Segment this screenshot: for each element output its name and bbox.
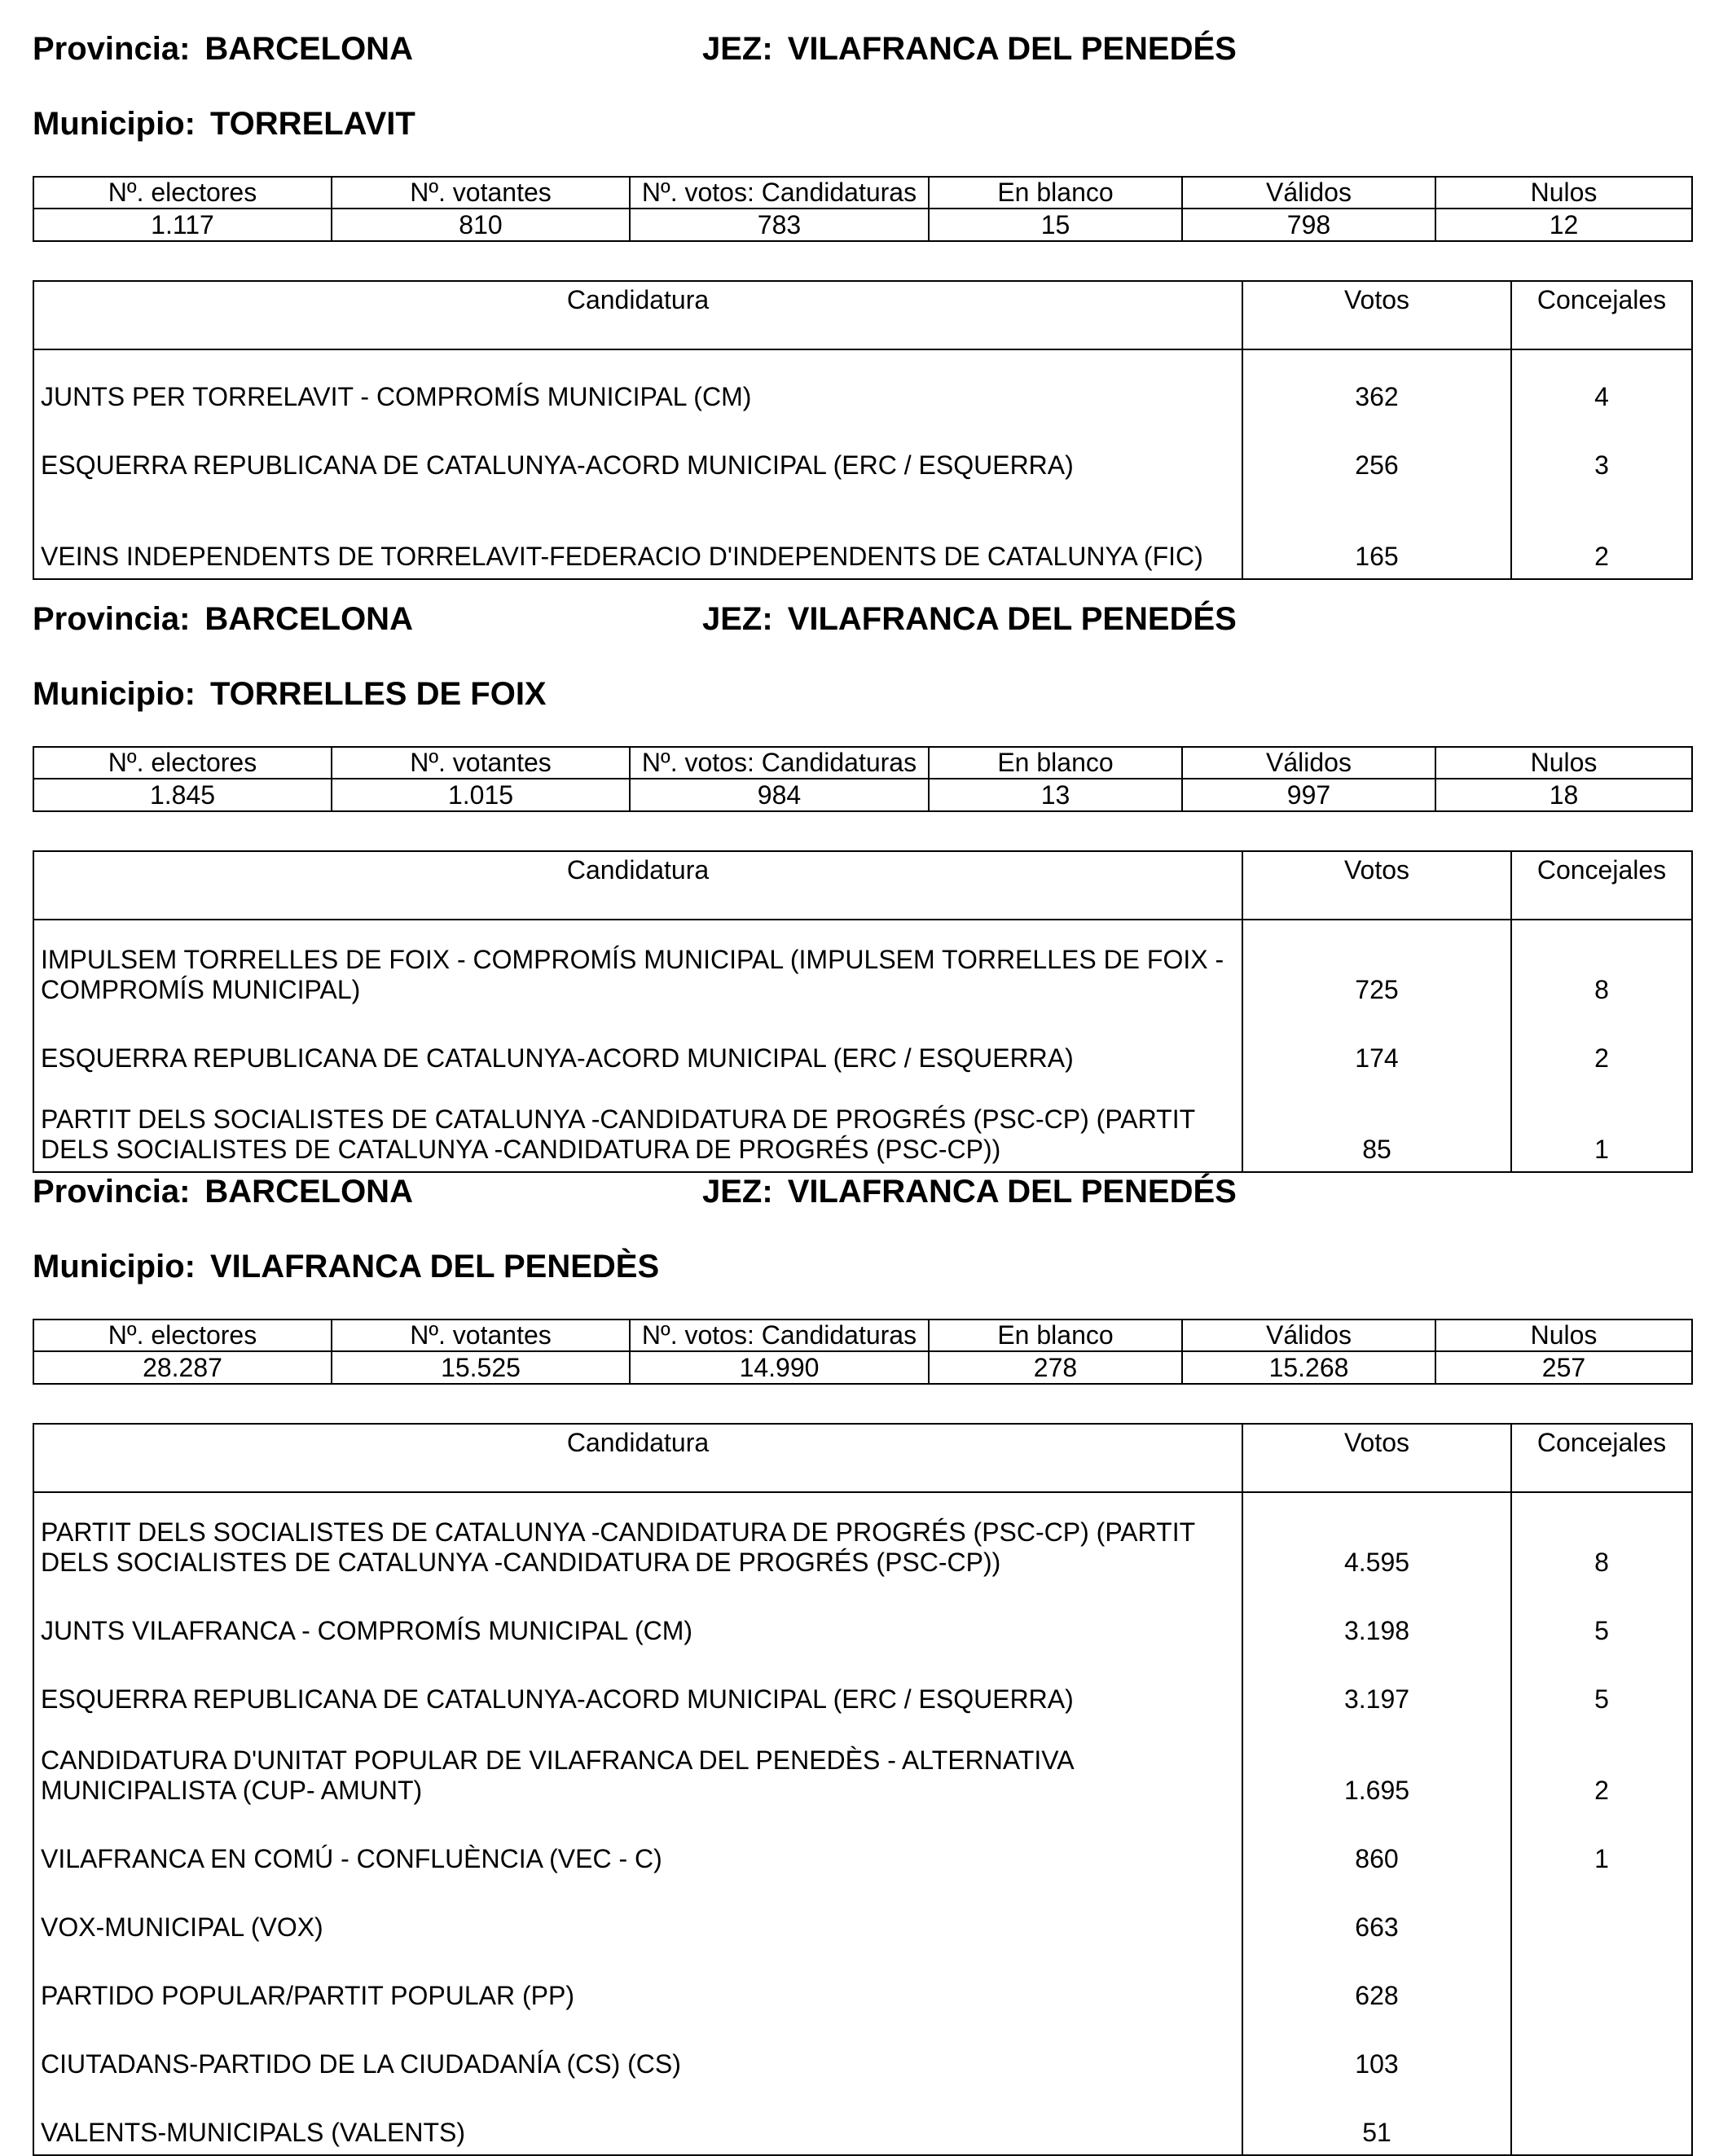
provincia-label: Provincia: [33,1174,191,1210]
candidatura-votos: 51 [1242,2086,1511,2155]
candidatura-votos: 85 [1242,1080,1511,1172]
candidaturas-header-cell: Votos [1242,1424,1511,1492]
stats-value-cell: 15 [929,209,1182,241]
municipio-heading [33,104,415,143]
candidaturas-header-cell: Candidatura [33,1424,1242,1492]
stats-values-row [33,779,1692,811]
jez-heading [702,29,1237,68]
candidatura-name: PARTIT DELS SOCIALISTES DE CATALUNYA -CANDIDATURA DE PROGRÉS (PSC-CP) (PARTIT DELS SOCIALISTES DE CATALUNYA -CANDIDATURA DE PROGRÉS (PSC-CP)) [33,1080,1242,1172]
candidatura-votos: 663 [1242,1881,1511,1949]
candidatura-name: PARTIT DELS SOCIALISTES DE CATALUNYA -CANDIDATURA DE PROGRÉS (PSC-CP) (PARTIT DELS SOCIALISTES DE CATALUNYA -CANDIDATURA DE PROGRÉS (PSC-CP)) [33,1492,1242,1584]
municipio-section [0,570,1732,1164]
candidatura-name: PARTIDO POPULAR/PARTIT POPULAR (PP) [33,1949,1242,2018]
provincia-value: BARCELONA [204,1174,413,1210]
candidatura-concejales: 1 [1511,1080,1692,1172]
candidatura-votos: 1.695 [1242,1721,1511,1812]
candidatura-concejales [1511,2086,1692,2155]
candidatura-concejales: 8 [1511,1492,1692,1584]
candidatura-name: VOX-MUNICIPAL (VOX) [33,1881,1242,1949]
jez-heading [702,1172,1237,1211]
jez-value: VILAFRANCA DEL PENEDÉS [787,601,1237,637]
candidatura-row [33,487,1692,579]
stats-value-cell: 1.117 [33,209,332,241]
stats-table [33,1319,1693,1385]
provincia-heading [33,29,413,68]
stats-values-row [33,1351,1692,1384]
stats-value-cell: 783 [630,209,929,241]
jez-label: JEZ: [702,1174,773,1210]
candidatura-name: JUNTS PER TORRELAVIT - COMPROMÍS MUNICIPAL (CM) [33,349,1242,419]
stats-header-cell: Nº. electores [33,177,332,209]
provincia-label: Provincia: [33,601,191,637]
stats-value-cell: 15.268 [1182,1351,1435,1384]
stats-header-cell: Nº. votos: Candidaturas [630,177,929,209]
candidaturas-table [33,280,1693,580]
candidatura-name: ESQUERRA REPUBLICANA DE CATALUNYA-ACORD MUNICIPAL (ERC / ESQUERRA) [33,1653,1242,1721]
provincia-heading [33,599,413,639]
candidatura-concejales: 5 [1511,1584,1692,1653]
candidaturas-header-row [33,1424,1692,1492]
municipio-heading [33,674,547,714]
candidatura-concejales: 2 [1511,1012,1692,1080]
jez-value: VILAFRANCA DEL PENEDÉS [787,31,1237,67]
candidaturas-header-row [33,851,1692,920]
municipio-label: Municipio: [33,1249,196,1284]
candidaturas-header-cell: Candidatura [33,281,1242,349]
municipio-value: TORRELLES DE FOIX [209,676,547,712]
stats-header-cell: Nulos [1435,177,1692,209]
stats-value-cell: 12 [1435,209,1692,241]
provincia-label: Provincia: [33,31,191,67]
candidatura-name: ESQUERRA REPUBLICANA DE CATALUNYA-ACORD MUNICIPAL (ERC / ESQUERRA) [33,419,1242,487]
stats-header-cell: En blanco [929,747,1182,779]
candidatura-row [33,2018,1692,2086]
candidatura-row [33,1492,1692,1584]
candidatura-votos: 256 [1242,419,1511,487]
stats-value-cell: 1.015 [332,779,630,811]
stats-header-row [33,177,1692,209]
stats-header-cell: Nº. votos: Candidaturas [630,747,929,779]
candidatura-concejales [1511,2018,1692,2086]
candidaturas-header-cell: Concejales [1511,281,1692,349]
candidatura-row [33,920,1692,1012]
candidatura-name: IMPULSEM TORRELLES DE FOIX - COMPROMÍS MUNICIPAL (IMPULSEM TORRELLES DE FOIX - COMPROMÍS MUNICIPAL) [33,920,1242,1012]
stats-header-cell: Nulos [1435,747,1692,779]
candidatura-name: VILAFRANCA EN COMÚ - CONFLUÈNCIA (VEC - C) [33,1812,1242,1881]
candidatura-votos: 3.198 [1242,1584,1511,1653]
candidatura-votos: 3.197 [1242,1653,1511,1721]
stats-value-cell: 810 [332,209,630,241]
stats-header-cell: En blanco [929,1320,1182,1351]
candidaturas-header-cell: Candidatura [33,851,1242,920]
stats-header-row [33,747,1692,779]
stats-header-cell: Nº. votos: Candidaturas [630,1320,929,1351]
candidaturas-table [33,850,1693,1173]
stats-header-cell: Válidos [1182,747,1435,779]
candidatura-row [33,2086,1692,2155]
stats-value-cell: 278 [929,1351,1182,1384]
stats-table [33,746,1693,812]
municipio-label: Municipio: [33,676,196,712]
candidatura-votos: 103 [1242,2018,1511,2086]
stats-header-cell: Nº. votantes [332,1320,630,1351]
stats-value-cell: 997 [1182,779,1435,811]
candidatura-row [33,349,1692,419]
candidatura-concejales: 1 [1511,1812,1692,1881]
candidatura-votos: 628 [1242,1949,1511,2018]
candidatura-concejales [1511,1949,1692,2018]
stats-header-cell: En blanco [929,177,1182,209]
candidatura-name: VEINS INDEPENDENTS DE TORRELAVIT-FEDERACIO D'INDEPENDENTS DE CATALUNYA (FIC) [33,487,1242,579]
candidatura-concejales: 3 [1511,419,1692,487]
candidatura-name: VALENTS-MUNICIPALS (VALENTS) [33,2086,1242,2155]
stats-value-cell: 15.525 [332,1351,630,1384]
candidatura-concejales: 2 [1511,1721,1692,1812]
stats-value-cell: 28.287 [33,1351,332,1384]
stats-header-cell: Válidos [1182,177,1435,209]
candidatura-concejales: 5 [1511,1653,1692,1721]
candidatura-row [33,1881,1692,1949]
candidaturas-table [33,1423,1693,2156]
candidatura-concejales [1511,1881,1692,1949]
stats-header-cell: Válidos [1182,1320,1435,1351]
stats-value-cell: 1.845 [33,779,332,811]
candidatura-name: ESQUERRA REPUBLICANA DE CATALUNYA-ACORD MUNICIPAL (ERC / ESQUERRA) [33,1012,1242,1080]
stats-value-cell: 798 [1182,209,1435,241]
stats-header-cell: Nº. electores [33,747,332,779]
jez-heading [702,599,1237,639]
candidatura-name: CIUTADANS-PARTIDO DE LA CIUDADANÍA (CS) (CS) [33,2018,1242,2086]
municipio-section [0,0,1732,570]
candidatura-votos: 165 [1242,487,1511,579]
stats-header-cell: Nº. electores [33,1320,332,1351]
candidatura-name: JUNTS VILAFRANCA - COMPROMÍS MUNICIPAL (CM) [33,1584,1242,1653]
candidatura-votos: 362 [1242,349,1511,419]
stats-header-cell: Nº. votantes [332,177,630,209]
jez-label: JEZ: [702,601,773,637]
stats-value-cell: 257 [1435,1351,1692,1384]
candidaturas-header-cell: Concejales [1511,851,1692,920]
candidatura-votos: 860 [1242,1812,1511,1881]
candidatura-votos: 174 [1242,1012,1511,1080]
candidatura-row [33,1721,1692,1812]
candidatura-concejales: 2 [1511,487,1692,579]
municipio-value: VILAFRANCA DEL PENEDÈS [209,1249,660,1284]
candidatura-votos: 4.595 [1242,1492,1511,1584]
municipio-section [0,1143,1732,2147]
candidatura-name: CANDIDATURA D'UNITAT POPULAR DE VILAFRANCA DEL PENEDÈS - ALTERNATIVA MUNICIPALISTA (CUP- AMUNT) [33,1721,1242,1812]
provincia-heading [33,1172,413,1211]
municipio-heading [33,1247,659,1286]
candidatura-row [33,1012,1692,1080]
candidaturas-header-cell: Votos [1242,281,1511,349]
stats-header-cell: Nulos [1435,1320,1692,1351]
stats-header-row [33,1320,1692,1351]
candidatura-row [33,419,1692,487]
candidaturas-header-row [33,281,1692,349]
candidatura-concejales: 4 [1511,349,1692,419]
candidatura-votos: 725 [1242,920,1511,1012]
jez-label: JEZ: [702,31,773,67]
candidatura-concejales: 8 [1511,920,1692,1012]
stats-value-cell: 984 [630,779,929,811]
provincia-value: BARCELONA [204,31,413,67]
candidatura-row [33,1949,1692,2018]
stats-value-cell: 14.990 [630,1351,929,1384]
stats-value-cell: 13 [929,779,1182,811]
candidatura-row [33,1812,1692,1881]
candidaturas-header-cell: Concejales [1511,1424,1692,1492]
candidatura-row [33,1584,1692,1653]
stats-table [33,176,1693,242]
stats-value-cell: 18 [1435,779,1692,811]
jez-value: VILAFRANCA DEL PENEDÉS [787,1174,1237,1210]
provincia-value: BARCELONA [204,601,413,637]
candidatura-row [33,1653,1692,1721]
municipio-label: Municipio: [33,106,196,142]
stats-header-cell: Nº. votantes [332,747,630,779]
stats-values-row [33,209,1692,241]
candidaturas-header-cell: Votos [1242,851,1511,920]
municipio-value: TORRELAVIT [209,106,415,142]
